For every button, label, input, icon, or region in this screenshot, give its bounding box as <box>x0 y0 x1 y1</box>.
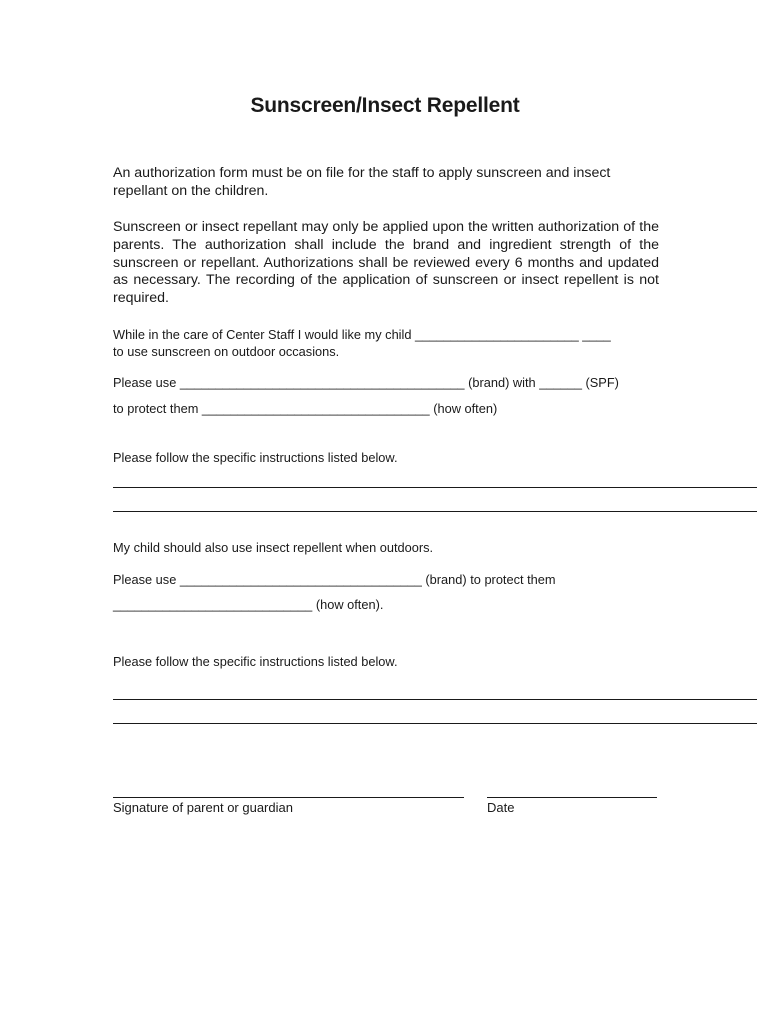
child-name-line: While in the care of Center Staff I would like my child _______________________ ____ <box>113 327 611 342</box>
sunscreen-instructions-line-1 <box>113 487 757 488</box>
intro-paragraph: An authorization form must be on file for the staff to apply sunscreen and insect repellant on the children. <box>113 165 611 199</box>
signature-label: Signature of parent or guardian <box>113 800 293 815</box>
sunscreen-use-line: to use sunscreen on outdoor occasions. <box>113 344 340 359</box>
repellent-intro: My child should also use insect repellent when outdoors. <box>113 540 434 555</box>
repellent-instructions-prompt: Please follow the specific instructions listed below. <box>113 654 398 669</box>
sunscreen-frequency-line: to protect them ________________________________ (how often) <box>113 401 498 416</box>
sunscreen-instructions-line-2 <box>113 511 757 512</box>
date-label: Date <box>487 800 515 815</box>
repellent-instructions-line-2 <box>113 723 757 724</box>
repellent-frequency-line: ____________________________ (how often). <box>113 597 384 612</box>
page-title: Sunscreen/Insect Repellent <box>250 94 520 117</box>
sunscreen-brand-line: Please use ________________________________________ (brand) with ______ (SPF) <box>113 375 619 390</box>
policy-paragraph: Sunscreen or insect repellant may only be applied upon the written authorization of the parents. The authorization shall include the brand and ingredient strength of the sunscreen or repellant. Authorizations shall be reviewed every 6 months and updated as necessary. The recording of the application of sunscreen or insect repellent is not required. <box>113 219 659 307</box>
signature-line <box>113 797 464 798</box>
sunscreen-instructions-prompt: Please follow the specific instructions listed below. <box>113 450 398 465</box>
date-line <box>487 797 657 798</box>
repellent-brand-line: Please use __________________________________ (brand) to protect them <box>113 572 556 587</box>
repellent-instructions-line-1 <box>113 699 757 700</box>
